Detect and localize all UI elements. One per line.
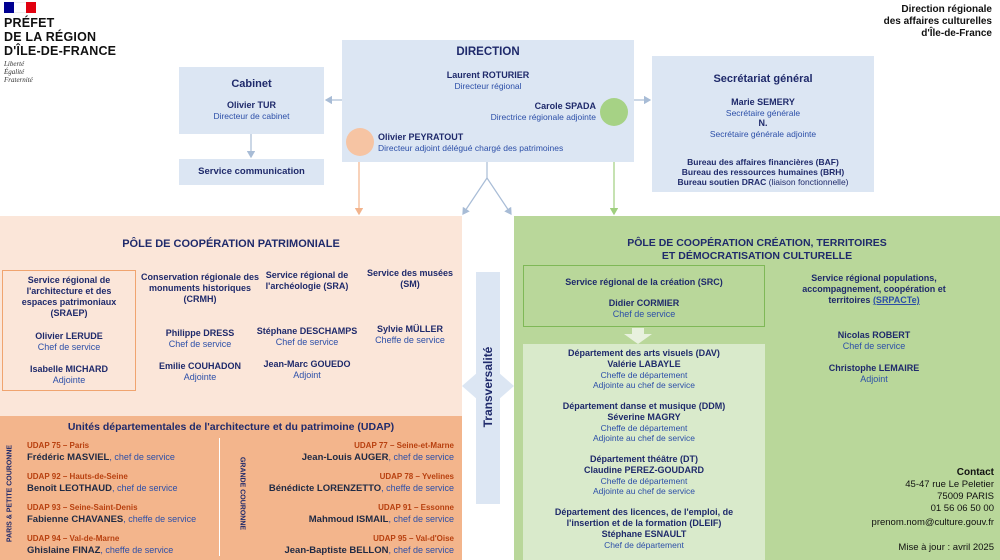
udap-item: UDAP 92 – Hauts-de-Seine Benoît LEOTHAUD, chef de service <box>27 472 178 494</box>
motto-line: Liberté <box>4 60 25 68</box>
contact-line: 45-47 rue Le Peletier <box>905 479 994 490</box>
update-date: Mise à jour : avril 2025 <box>898 542 994 553</box>
udap-item: UDAP 75 – Paris Frédéric MASVIEL, chef de service <box>27 441 175 463</box>
person-name: Christophe LEMAIRE <box>828 363 920 373</box>
person-role: Adjointe <box>183 372 217 382</box>
person-role: Directeur régional <box>454 81 522 91</box>
person-role: Adjointe au chef de service <box>592 433 696 443</box>
udap-right-label: GRANDE COURONNE <box>238 456 246 531</box>
person-name: Sylvie MÜLLER <box>376 324 443 334</box>
person-role: Cheffe de département <box>600 370 688 380</box>
department-ddm <box>523 401 765 443</box>
prefet-line: D'ÎLE-DE-FRANCE <box>4 44 117 58</box>
person-role: Directeur de cabinet <box>213 111 290 121</box>
department-title: Département danse et musique (DDM) <box>562 401 726 411</box>
udap-item: UDAP 93 – Seine-Saint-Denis Fabienne CHAVANES, cheffe de service <box>27 503 197 525</box>
person-name: Marie SEMERY <box>731 97 795 107</box>
contact-title: Contact <box>956 467 994 478</box>
department-title: l'insertion et de la formation (DLEIF) <box>566 518 722 528</box>
sra-title: Service régional de l'archéologie (SRA) <box>265 270 349 291</box>
department-title: Département théâtre (DT) <box>589 454 699 464</box>
bureau-item: Bureau des affaires financières (BAF) <box>687 157 839 167</box>
person-name: Didier CORMIER <box>608 298 680 308</box>
sraep-title: Service régional de l'architecture et des espaces patrimoniaux (SRAEP) <box>21 275 117 318</box>
person-role: Adjoint <box>860 374 888 384</box>
src-title: Service régional de la création (SRC) <box>565 277 723 287</box>
contact-line: 75009 PARIS <box>937 491 994 502</box>
person-role: Chef de service <box>37 342 101 352</box>
contact-email[interactable]: prenom.nom@culture.gouv.fr <box>871 517 994 528</box>
person-role: Adjointe au chef de service <box>592 380 696 390</box>
person-role: Adjointe au chef de service <box>592 486 696 496</box>
person-role: Secrétaire générale <box>725 108 801 118</box>
pole-creation-title-line: PÔLE DE COOPÉRATION CRÉATION, TERRITOIRES <box>627 237 887 249</box>
person-role: Directeur adjoint délégué chargé des patrimoines <box>378 143 564 153</box>
motto-line: Égalité <box>4 68 25 76</box>
department-dav <box>523 348 765 390</box>
person-name: Laurent ROTURIER <box>446 70 530 80</box>
srpacte-acronym: (SRPACTe) <box>872 295 920 305</box>
department-dleif <box>523 507 765 550</box>
person-role: Cheffe de département <box>600 476 688 486</box>
prefet-line: PRÉFET <box>4 16 55 30</box>
person-role: Cheffe de département <box>600 423 688 433</box>
udap-item: UDAP 94 – Val-de-Marne Ghislaine FINAZ, cheffe de service <box>27 534 174 556</box>
person-role: Chef de service <box>168 339 232 349</box>
srpacte-title <box>776 273 972 306</box>
department-title: Département des licences, de l'emploi, de <box>554 507 734 517</box>
person-name: Nicolas ROBERT <box>837 330 911 340</box>
bureau-item: Bureau soutien DRAC <box>677 177 767 187</box>
contact-line: 01 56 06 50 00 <box>930 503 994 514</box>
person-name: Olivier LERUDE <box>35 331 103 341</box>
person-name: Stéphane ESNAULT <box>601 529 687 539</box>
person-role: Adjointe <box>52 375 86 385</box>
person-role: Adjoint <box>293 370 321 380</box>
pole-patrimoine-title: PÔLE DE COOPÉRATION PATRIMONIALE <box>122 238 340 250</box>
transversalite-label: Transversalité <box>481 346 495 428</box>
sm-title: Service des musées (SM) <box>366 268 454 289</box>
pole-creation-title-line: ET DÉMOCRATISATION CULTURELLE <box>661 250 853 262</box>
person-name: N. <box>758 118 768 128</box>
person-name: Emilie COUHADON <box>158 361 241 371</box>
srpacte-title-line: territoires <box>828 295 871 305</box>
department-dt <box>523 454 765 496</box>
person-name: Isabelle MICHARD <box>29 364 109 374</box>
srpacte-title-line: accompagnement, coopération et <box>802 284 946 294</box>
person-name: Claudine PEREZ-GOUDARD <box>583 465 704 475</box>
service-communication: Service communication <box>198 166 305 177</box>
person-role: Directrice régionale adjointe <box>490 112 596 122</box>
drac-line: d'Île-de-France <box>921 28 992 39</box>
drac-line: Direction régionale <box>901 4 992 15</box>
contact-block <box>820 467 994 529</box>
person-role: Cheffe de service <box>375 335 445 345</box>
person-role: Chef de service <box>842 341 906 351</box>
person-role: Chef de département <box>604 540 684 550</box>
person-role: Chef de service <box>612 309 676 319</box>
prefet-line: DE LA RÉGION <box>4 30 97 44</box>
udap-left-label: PARIS & PETITE COURONNE <box>6 444 14 543</box>
person-name: Valérie LABAYLE <box>607 359 681 369</box>
udap-item: UDAP 77 – Seine-et-Marne Jean-Louis AUGER, chef de service <box>301 441 454 463</box>
person-name: Séverine MAGRY <box>607 412 681 422</box>
secretariat-title: Secrétariat général <box>713 73 813 85</box>
srpacte-title-line: Service régional populations, <box>811 273 937 283</box>
bureau-item: Bureau des ressources humaines (BRH) <box>681 167 845 177</box>
udap-title: Unités départementales de l'architecture et du patrimoine (UDAP) <box>67 421 395 433</box>
drac-line: des affaires culturelles <box>883 16 992 27</box>
udap-item: UDAP 95 – Val-d'Oise Jean-Baptiste BELLON, chef de service <box>284 534 454 556</box>
person-name: Olivier PEYRATOUT <box>378 132 464 142</box>
person-name: Jean-Marc GOUEDO <box>263 359 351 369</box>
person-role: Secrétaire générale adjointe <box>709 129 817 139</box>
direction-title: DIRECTION <box>456 46 520 58</box>
udap-item: UDAP 91 – Essonne Mahmoud ISMAIL, chef de service <box>308 503 454 525</box>
person-name: Philippe DRESS <box>165 328 235 338</box>
person-role: Chef de service <box>275 337 339 347</box>
person-name: Olivier TUR <box>226 100 276 110</box>
crmh-title: Conservation régionale des monuments historiques (CRMH) <box>140 272 260 304</box>
cabinet-title: Cabinet <box>231 78 272 90</box>
bureau-suffix: (liaison fonctionnelle) <box>768 177 849 187</box>
srpacte-people <box>776 330 972 385</box>
person-name: Carole SPADA <box>534 101 596 111</box>
person-name: Stéphane DESCHAMPS <box>256 326 358 336</box>
motto-line: Fraternité <box>4 76 33 84</box>
department-title: Département des arts visuels (DAV) <box>568 348 720 358</box>
udap-item: UDAP 78 – Yvelines Bénédicte LORENZETTO, cheffe de service <box>268 472 454 494</box>
